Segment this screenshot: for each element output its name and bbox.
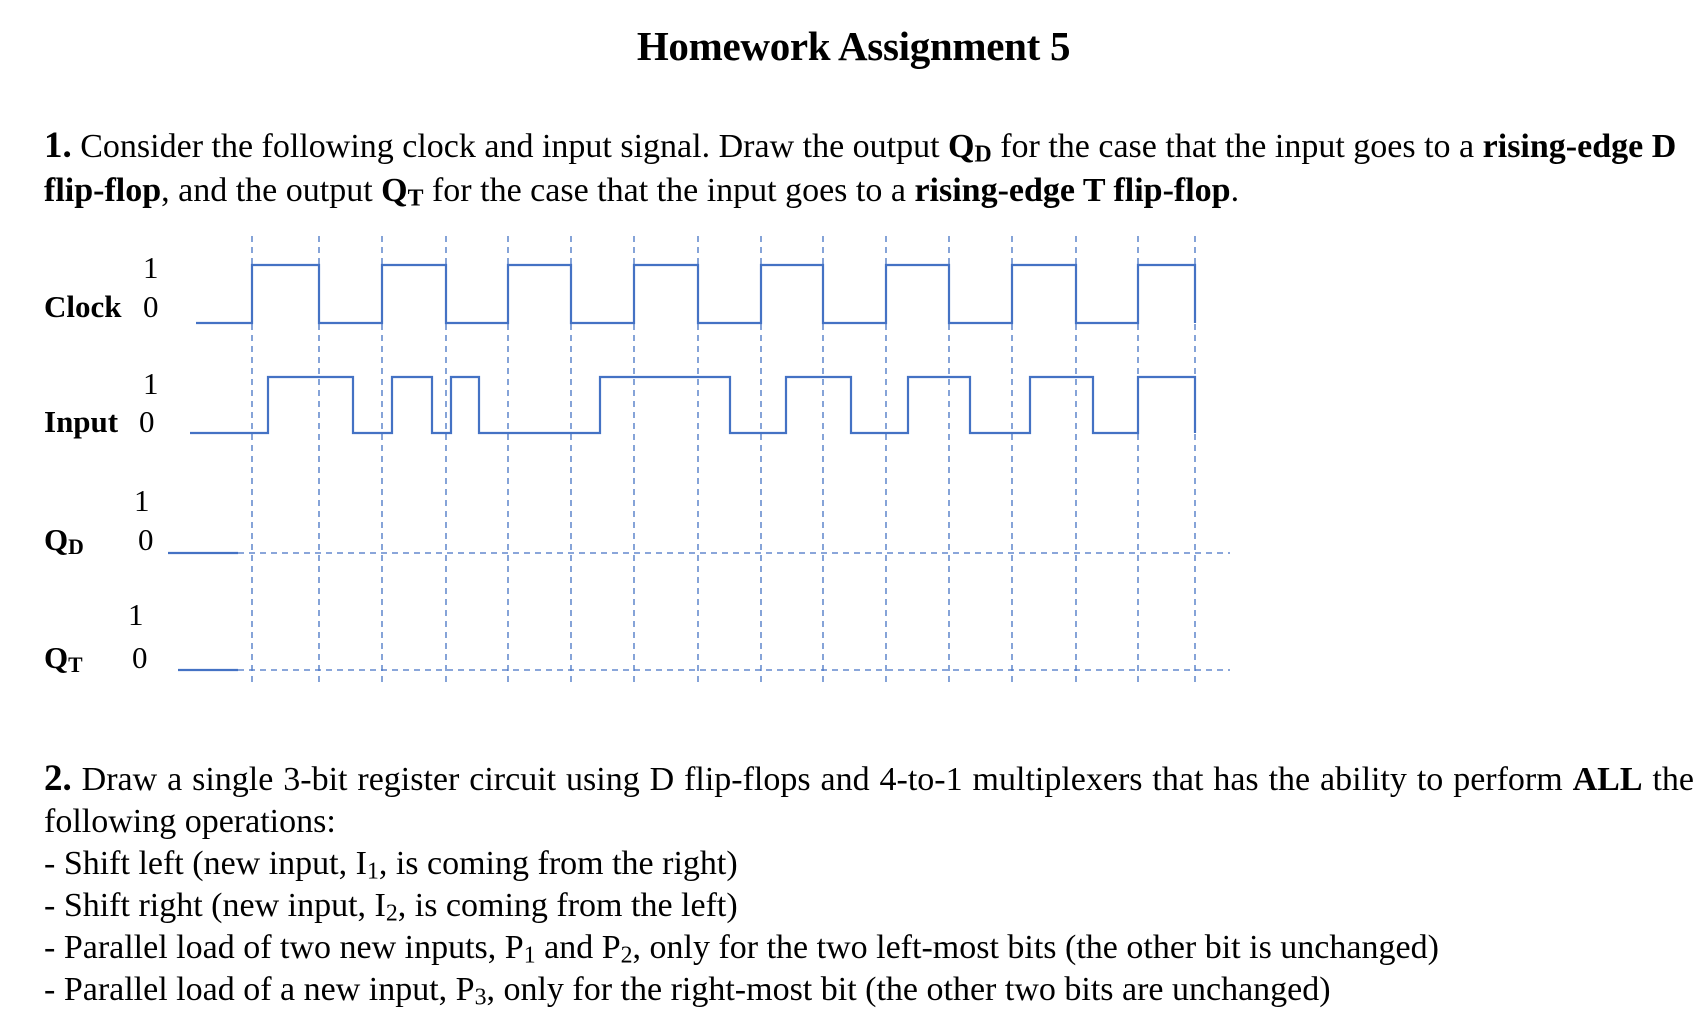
- clock-high-label: 1: [143, 250, 159, 285]
- qd-symbol: $Q_D$: [948, 128, 992, 168]
- input-low-label: 0: [139, 404, 155, 439]
- qd-low-label: 0: [138, 522, 154, 557]
- answer-gridlines: [238, 553, 1230, 670]
- page-title: Homework Assignment 5: [636, 23, 1071, 69]
- clock-waveform: [196, 265, 1195, 323]
- list-item: - Shift left (new input, $I_1$, is coming from the right): [44, 845, 738, 885]
- question-2: [44, 758, 1694, 1011]
- question-number: 1.: [44, 125, 72, 166]
- input-high-label: 1: [143, 366, 159, 401]
- qd-high-label: 1: [134, 483, 150, 518]
- list-item: - Parallel load of two new inputs, $P_1$ and $P_2$, only for the two left-most bits (the other bit is unchanged): [44, 929, 1439, 969]
- list-item: - Shift right (new input, $I_2$, is coming from the left): [44, 887, 738, 927]
- qt-high-label: 1: [128, 597, 144, 632]
- time-gridlines: [252, 236, 1195, 684]
- qt-symbol: $Q_T$: [381, 172, 424, 212]
- clock-low-label: 0: [143, 289, 159, 324]
- qd-label: $Q_D$: [44, 522, 84, 559]
- input-waveform: [190, 377, 1195, 433]
- clock-label: Clock: [44, 289, 122, 324]
- question-number: 2.: [44, 758, 72, 799]
- question-1: 1. Consider the following clock and input signal. Draw the output $Q_D$ for the case that the input goes to a rising-edge D flip-flop, and the output $Q_T$ for the case that the input goes to a rising-edge T flip-flop.: [44, 125, 1677, 212]
- input-label: Input: [44, 404, 119, 439]
- list-item: - Parallel load of a new input, $P_3$, only for the right-most bit (the other two bits are unchanged): [44, 971, 1331, 1011]
- qt-label: $Q_T$: [44, 640, 83, 677]
- qt-low-label: 0: [132, 640, 148, 675]
- question-2-intro: 2. Draw a single 3-bit register circuit using D flip-flops and 4-to-1 multiplexers that has the ability to perform ALL the following operations:: [44, 758, 1695, 840]
